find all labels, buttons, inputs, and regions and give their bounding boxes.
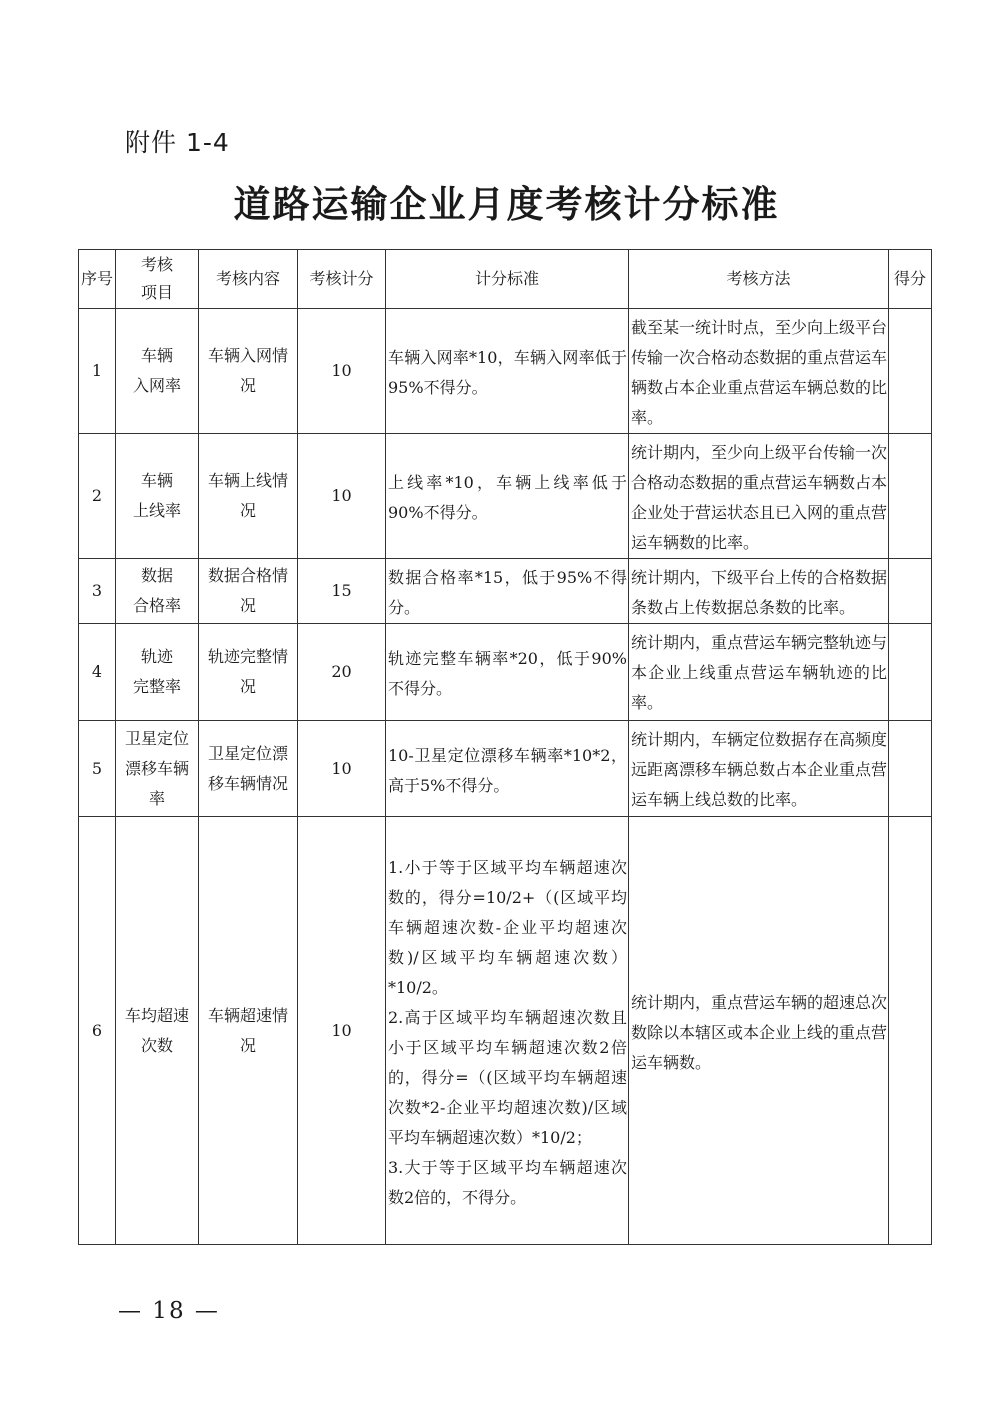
row-content: 卫星定位漂 移车辆情况 [199, 721, 298, 817]
standard-item: 2.高于区域平均车辆超速次数且小于区域平均车辆超速次数2倍的，得分=（(区域平均车辆超速次数*2-企业平均超速次数)/区域平均车辆超速次数）*10/2； [388, 1007, 627, 1147]
row-index: 1 [79, 309, 116, 434]
document-title: 道路运输企业月度考核计分标准 [233, 182, 780, 226]
row-standard: 数据合格率*15，低于95%不得分。 [386, 559, 629, 624]
row-points: 10 [298, 434, 386, 559]
row-points: 10 [298, 721, 386, 817]
row-item: 车辆 上线率 [116, 434, 199, 559]
page-number: — 18 — [118, 1298, 220, 1324]
row-item: 轨迹 完整率 [116, 624, 199, 721]
standard-item: 1.小于等于区域平均车辆超速次数的，得分=10/2+（(区域平均车辆超速次数-企业平均超速次数)/区域平均车辆超速次数）*10/2。 [388, 857, 627, 997]
row-standard: 10-卫星定位漂移车辆率*10*2，高于5%不得分。 [386, 721, 629, 817]
table-row [79, 817, 932, 1245]
row-standard: 车辆入网率*10，车辆入网率低于95%不得分。 [386, 309, 629, 434]
row-index: 6 [79, 817, 116, 1245]
row-score [889, 434, 932, 559]
row-points: 20 [298, 624, 386, 721]
row-score [889, 624, 932, 721]
row-index: 4 [79, 624, 116, 721]
standard-item: 3.大于等于区域平均车辆超速次数2倍的，不得分。 [388, 1157, 627, 1207]
row-content: 车辆上线情 况 [199, 434, 298, 559]
row-content: 轨迹完整情 况 [199, 624, 298, 721]
row-index: 5 [79, 721, 116, 817]
row-points: 10 [298, 817, 386, 1245]
row-index: 3 [79, 559, 116, 624]
row-standard: 上线率*10，车辆上线率低于90%不得分。 [386, 434, 629, 559]
standard-list [388, 853, 627, 1213]
header-content: 考核内容 [199, 250, 298, 309]
row-score [889, 721, 932, 817]
row-item: 车均超速 次数 [116, 817, 199, 1245]
row-method: 统计期内，重点营运车辆的超速总次数除以本辖区或本企业上线的重点营运车辆数。 [629, 817, 889, 1245]
attachment-label: 附件 1-4 [125, 128, 230, 157]
row-item: 车辆 入网率 [116, 309, 199, 434]
row-index: 2 [79, 434, 116, 559]
scoring-standard-table [78, 249, 932, 1245]
header-score: 得分 [889, 250, 932, 309]
row-points: 15 [298, 559, 386, 624]
row-content: 车辆超速情 况 [199, 817, 298, 1245]
row-content: 数据合格情 况 [199, 559, 298, 624]
row-method: 统计期内，重点营运车辆完整轨迹与本企业上线重点营运车辆轨迹的比率。 [629, 624, 889, 721]
table-row [79, 559, 932, 624]
row-score [889, 817, 932, 1245]
row-score [889, 559, 932, 624]
header-method: 考核方法 [629, 250, 889, 309]
row-method: 截至某一统计时点，至少向上级平台传输一次合格动态数据的重点营运车辆数占本企业重点营运车辆总数的比率。 [629, 309, 889, 434]
row-method: 统计期内，至少向上级平台传输一次合格动态数据的重点营运车辆数占本企业处于营运状态且已入网的重点营运车辆数的比率。 [629, 434, 889, 559]
row-standard: 轨迹完整车辆率*20，低于90%不得分。 [386, 624, 629, 721]
row-points: 10 [298, 309, 386, 434]
row-standard [386, 817, 629, 1245]
row-score [889, 309, 932, 434]
table-row [79, 309, 932, 434]
row-method: 统计期内，车辆定位数据存在高频度远距离漂移车辆总数占本企业重点营运车辆上线总数的比率。 [629, 721, 889, 817]
header-item: 考核 项目 [116, 250, 199, 309]
table-row [79, 434, 932, 559]
row-content: 车辆入网情 况 [199, 309, 298, 434]
row-method: 统计期内，下级平台上传的合格数据条数占上传数据总条数的比率。 [629, 559, 889, 624]
table-row [79, 624, 932, 721]
header-index: 序号 [79, 250, 116, 309]
table-row [79, 721, 932, 817]
header-standard: 计分标准 [386, 250, 629, 309]
row-item: 数据 合格率 [116, 559, 199, 624]
header-points: 考核计分 [298, 250, 386, 309]
row-item: 卫星定位 漂移车辆 率 [116, 721, 199, 817]
table-header-row [79, 250, 932, 309]
